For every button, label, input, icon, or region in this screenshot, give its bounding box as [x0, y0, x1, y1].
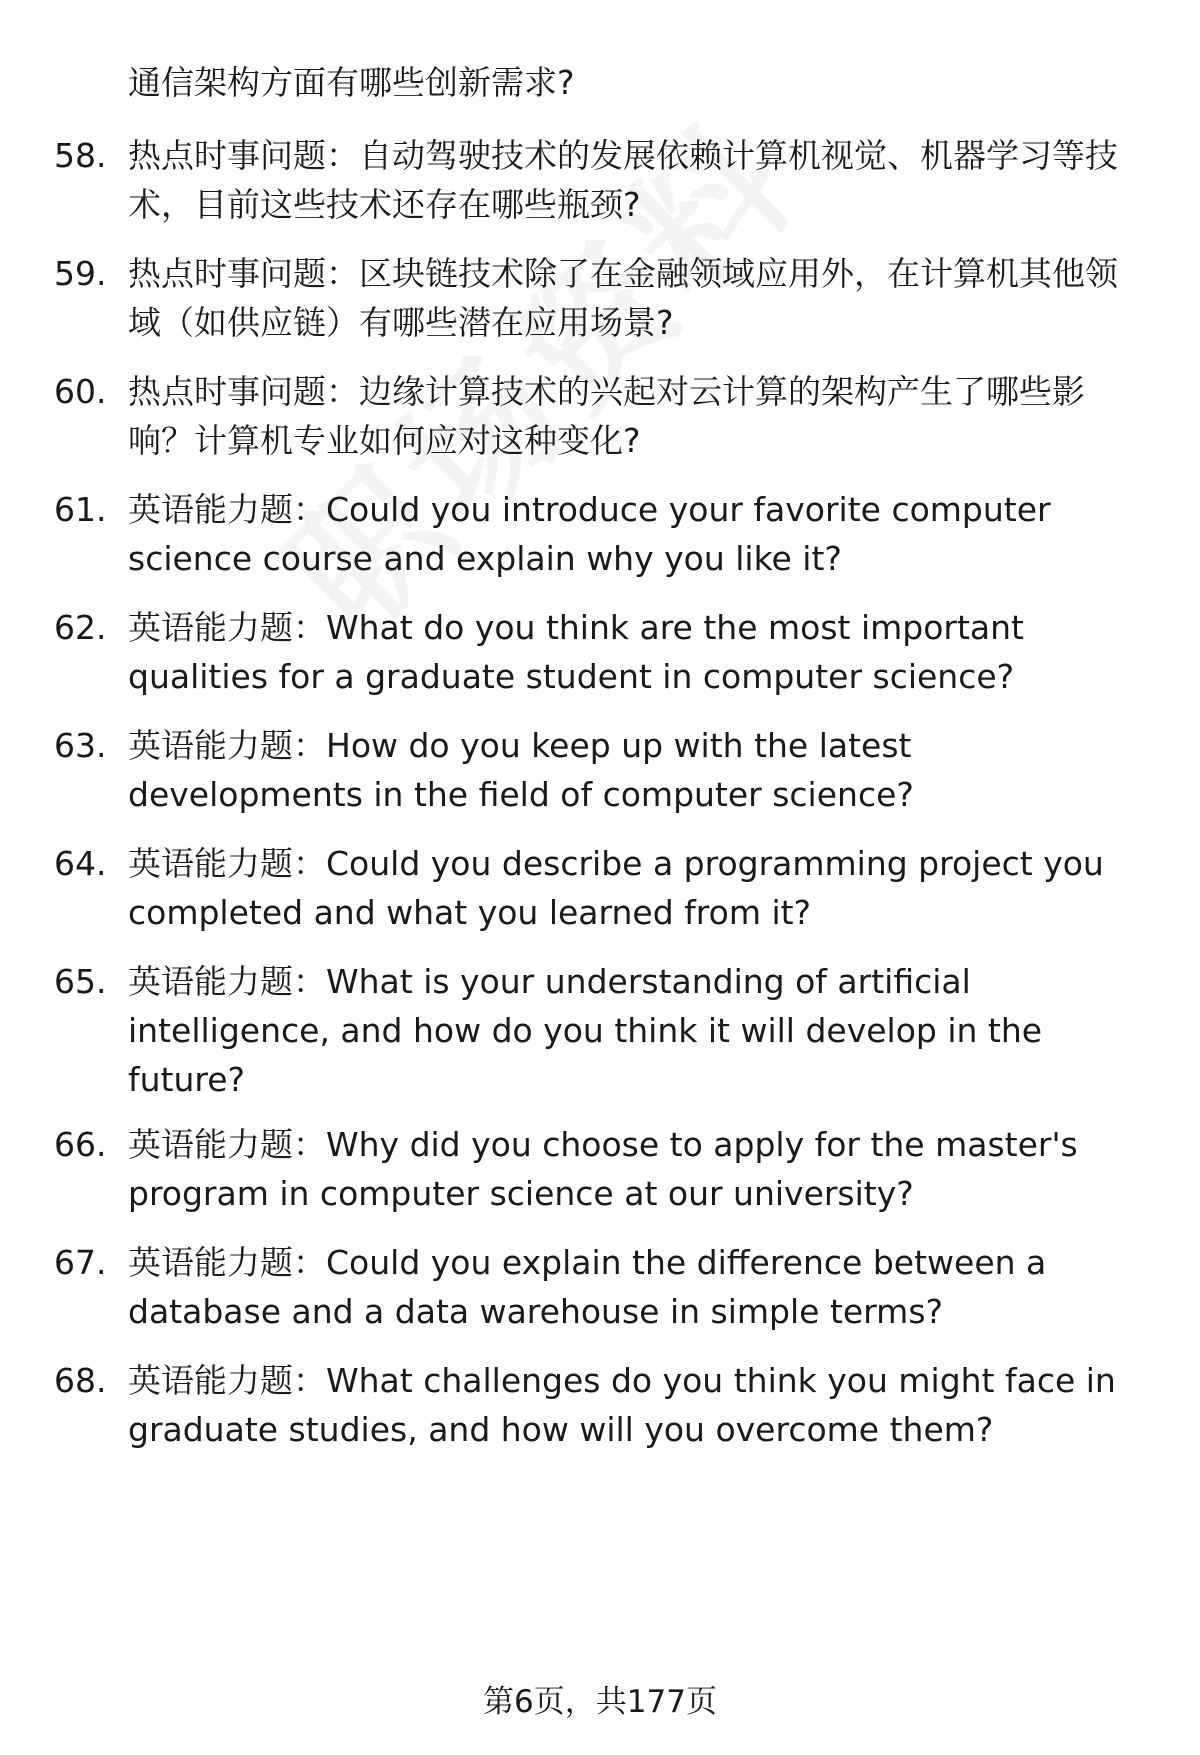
question-text: 英语能力题：Could you describe a programming project you completed and what you learned from it? [128, 844, 1104, 932]
question-number: 67. [54, 1243, 107, 1282]
question-text: 英语能力题：What is your understanding of artificial intelligence, and how do you think it will develop in the future? [128, 962, 1043, 1099]
question-text: 热点时事问题：边缘计算技术的兴起对云计算的架构产生了哪些影响？计算机专业如何应对这种变化? [128, 372, 1085, 460]
question-number: 66. [54, 1125, 107, 1164]
question-text: 英语能力题：Why did you choose to apply for the master's program in computer science at our university? [128, 1125, 1078, 1213]
page-number-footer: 第6页，共177页 [483, 1684, 717, 1720]
question-text: 热点时事问题：自动驾驶技术的发展依赖计算机视觉、机器学习等技术，目前这些技术还存在哪些瓶颈? [128, 136, 1118, 224]
question-text: 英语能力题：Could you introduce your favorite computer science course and explain why you like it? [128, 490, 1051, 578]
question-text: 英语能力题：What do you think are the most important qualities for a graduate student in computer science? [128, 608, 1024, 696]
question-number: 68. [54, 1361, 107, 1400]
question-number: 59. [54, 254, 107, 293]
question-number: 62. [54, 608, 107, 647]
question-text: 英语能力题：How do you keep up with the latest developments in the field of computer science? [128, 726, 914, 814]
question-text: 英语能力题：What challenges do you think you might face in graduate studies, and how will you overcome them? [128, 1361, 1116, 1449]
question-number: 61. [54, 490, 107, 529]
question-text: 热点时事问题：区块链技术除了在金融领域应用外，在计算机其他领域（如供应链）有哪些潜在应用场景? [128, 254, 1118, 342]
continuation-text: 通信架构方面有哪些创新需求? [128, 63, 575, 102]
question-number: 60. [54, 372, 107, 411]
question-number: 58. [54, 136, 107, 175]
question-number: 63. [54, 726, 107, 765]
question-text: 英语能力题：Could you explain the difference between a database and a data warehouse in simple terms? [128, 1243, 1047, 1331]
question-number: 64. [54, 844, 107, 883]
question-number: 65. [54, 962, 107, 1001]
